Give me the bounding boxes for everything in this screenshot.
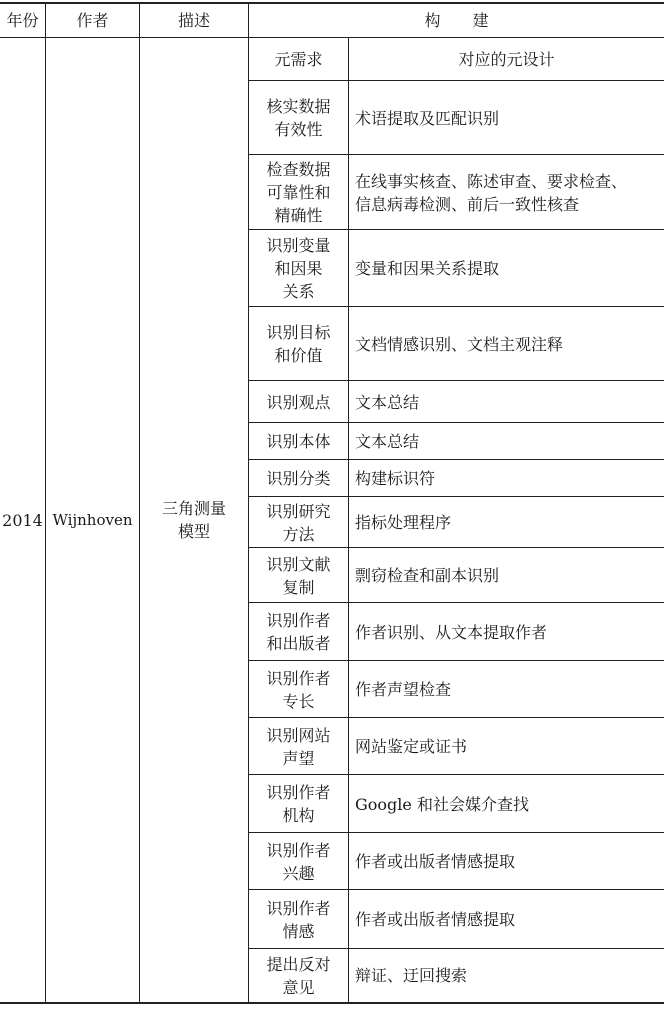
meta-design-cell	[349, 775, 664, 833]
meta-requirement-cell	[249, 230, 348, 307]
meta-requirement-text: 识别作者 兴趣	[266, 840, 331, 883]
meta-design-text: 变量和因果关系提取	[355, 259, 500, 278]
meta-design-text: 术语提取及匹配识别	[355, 108, 500, 128]
record-author	[46, 38, 139, 1002]
header-year-label: 年份	[6, 11, 39, 30]
meta-requirement-text: 核实数据 有效性	[266, 97, 331, 139]
meta-design-cell	[349, 661, 664, 718]
meta-design-cell	[349, 460, 664, 497]
meta-design-cell	[349, 890, 664, 949]
meta-requirement-text: 识别观点	[266, 392, 331, 412]
meta-design-cell	[349, 548, 664, 603]
meta-requirement-cell	[249, 718, 348, 775]
meta-requirement-text: 识别作者 情感	[266, 898, 331, 941]
meta-requirement-text: 识别变量 和因果 关系	[266, 236, 331, 301]
header-construction	[249, 4, 664, 37]
meta-requirement-cell	[249, 423, 348, 460]
meta-requirement-cell	[249, 460, 348, 497]
record-description-value: 三角测量 模型	[161, 499, 226, 541]
meta-requirement-cell	[249, 775, 348, 833]
meta-requirement-text: 识别作者 专长	[266, 668, 331, 711]
meta-design-cell	[349, 603, 664, 661]
meta-requirement-cell	[249, 381, 348, 423]
subheader-meta-requirement-label: 元需求	[274, 49, 323, 69]
meta-requirement-text: 提出反对 意见	[266, 954, 331, 997]
meta-design-cell	[349, 381, 664, 423]
meta-requirement-text: 识别研究 方法	[266, 501, 331, 544]
meta-design-cell	[349, 81, 664, 155]
meta-requirement-cell	[249, 890, 348, 949]
header-year	[0, 4, 45, 37]
meta-requirement-text: 识别分类	[266, 469, 331, 488]
meta-design-cell	[349, 497, 664, 548]
meta-design-text: 构建标识符	[355, 469, 436, 488]
meta-requirement-text: 识别目标 和价值	[266, 323, 331, 365]
meta-design-text: 作者识别、从文本提取作者	[355, 622, 548, 642]
meta-requirement-cell	[249, 603, 348, 661]
rule-col-2	[139, 4, 140, 1002]
meta-design-text: 作者或出版者情感提取	[355, 852, 516, 871]
meta-requirement-cell	[249, 833, 348, 890]
meta-requirement-text: 识别作者 和出版者	[266, 611, 331, 653]
subheader-meta-requirement	[249, 38, 348, 80]
meta-requirement-cell	[249, 548, 348, 603]
meta-requirement-cell	[249, 155, 348, 230]
meta-requirement-text: 识别本体	[266, 432, 331, 451]
meta-design-cell	[349, 718, 664, 775]
meta-design-cell	[349, 307, 664, 381]
rule-top	[0, 2, 664, 4]
meta-requirement-cell	[249, 661, 348, 718]
rule-col-1	[45, 4, 46, 1002]
record-author-value: Wijnhoven	[52, 510, 133, 529]
meta-design-text: 作者声望检查	[355, 680, 452, 699]
meta-design-text: 文本总结	[355, 432, 420, 451]
rule-header	[0, 37, 664, 38]
meta-design-text: 文本总结	[355, 392, 420, 412]
meta-requirement-text: 识别网站 声望	[266, 725, 331, 768]
meta-requirement-text: 识别作者 机构	[266, 783, 331, 825]
header-author-label: 作者	[76, 11, 109, 30]
meta-requirement-text: 检查数据 可靠性和 精确性	[266, 160, 331, 225]
header-construction-label: 构 建	[424, 11, 489, 30]
subheader-meta-design-label: 对应的元设计	[458, 49, 555, 69]
meta-requirement-cell	[249, 307, 348, 381]
record-year-value: 2014	[2, 510, 43, 530]
meta-design-cell	[349, 230, 664, 307]
header-author	[46, 4, 139, 37]
record-year	[0, 38, 45, 1002]
header-description-label: 描述	[177, 11, 210, 30]
subheader-meta-design	[349, 38, 664, 80]
meta-design-text: Google 和社会媒介查找	[355, 794, 529, 814]
header-description	[140, 4, 248, 37]
meta-design-text: 辩证、迂回搜索	[355, 966, 468, 985]
meta-design-text: 文档情感识别、文档主观注释	[355, 334, 564, 354]
meta-design-text: 指标处理程序	[355, 513, 452, 532]
meta-design-cell	[349, 833, 664, 890]
rule-bottom	[0, 1002, 664, 1004]
meta-design-cell	[349, 949, 664, 1002]
meta-design-text: 网站鉴定或证书	[355, 737, 468, 756]
meta-requirement-cell	[249, 81, 348, 155]
meta-requirement-text: 识别文献 复制	[266, 554, 331, 597]
meta-design-cell	[349, 155, 664, 230]
meta-design-text: 剽窃检查和副本识别	[355, 566, 500, 585]
meta-requirement-cell	[249, 949, 348, 1002]
meta-design-text: 在线事实核查、陈述审查、要求检查、 信息病毒检测、前后一致性核查	[355, 171, 628, 214]
record-description	[140, 38, 248, 1002]
meta-design-cell	[349, 423, 664, 460]
meta-design-text: 作者或出版者情感提取	[355, 910, 516, 929]
meta-requirement-cell	[249, 497, 348, 548]
